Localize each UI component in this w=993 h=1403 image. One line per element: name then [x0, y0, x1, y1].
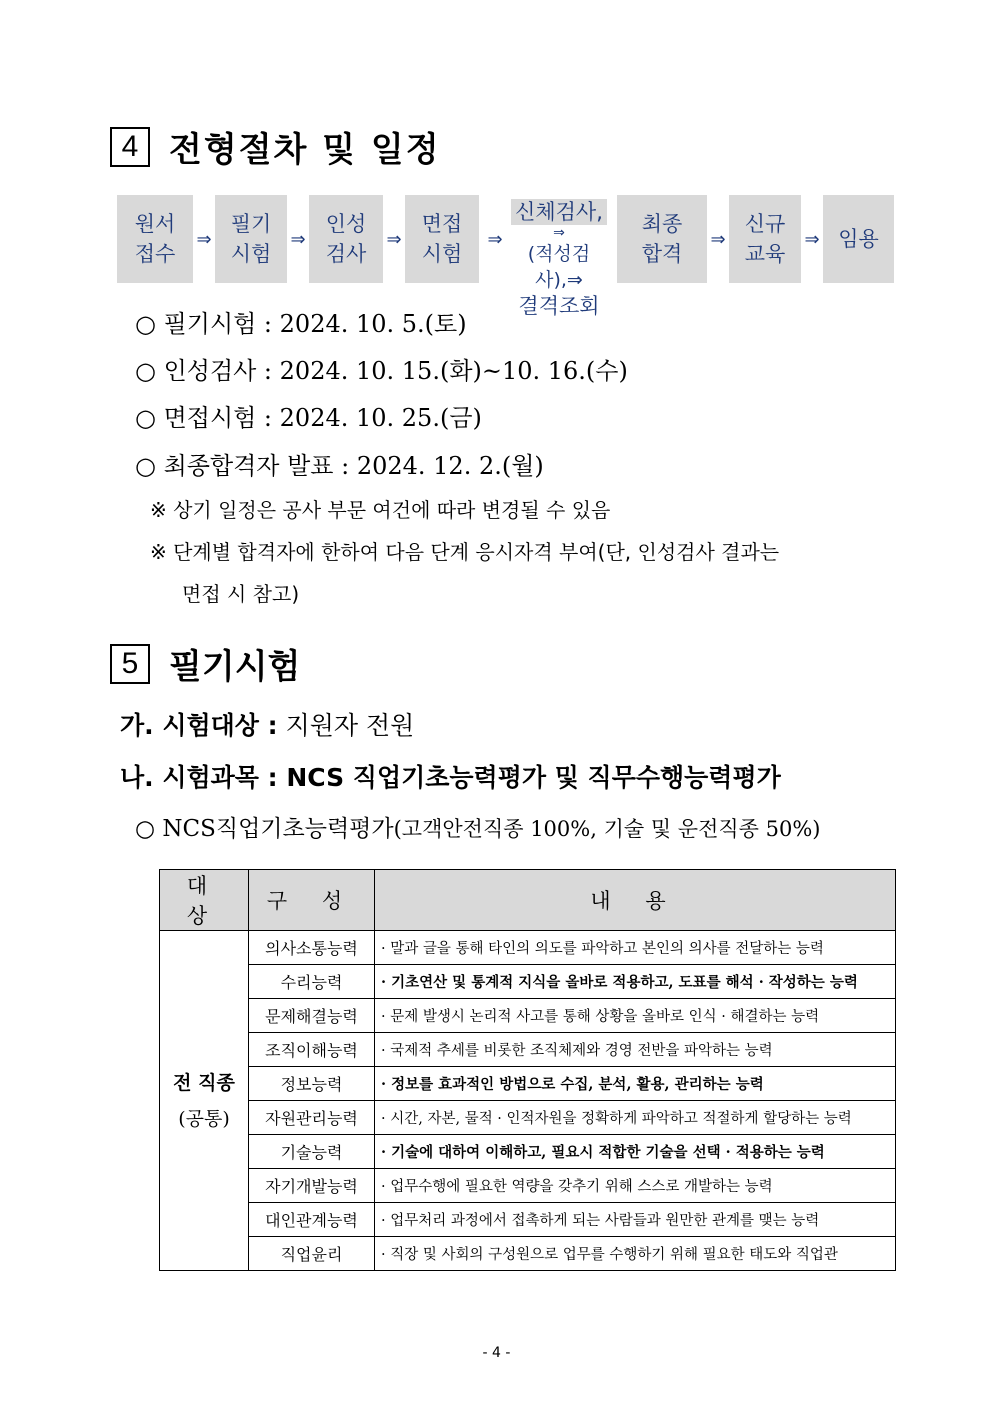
flow-step-text: 임용 [838, 227, 879, 251]
flow-step-text: 원서 [134, 212, 176, 236]
category-cell: 조직이해능력 [249, 1033, 375, 1067]
category-cell: 자기개발능력 [249, 1169, 375, 1203]
flow-arrow-icon: ⇒ [290, 228, 306, 250]
schedule-item: ○ 인성검사 : 2024. 10. 15.(화)~10. 16.(수) [135, 357, 628, 385]
category-cell: 자원관리능력 [249, 1101, 375, 1135]
flow-step-text: 최종 [641, 212, 683, 236]
table-row [160, 1203, 896, 1237]
flow-step-text: 시험 [421, 242, 463, 266]
flow-step-text: 교육 [744, 242, 786, 266]
category-cell: 대인관계능력 [249, 1203, 375, 1237]
competency-table [159, 869, 896, 1271]
ncs-line-paren: (고객안전직종 100%, 기술 및 운전직종 50%) [393, 817, 821, 841]
description-cell: · 기술에 대하여 이해하고, 필요시 적합한 기술을 선택 · 적용하는 능력 [375, 1135, 896, 1169]
flow-step-text: 검사 [325, 242, 367, 266]
description-cell: · 시간, 자본, 물적 · 인적자원을 정확하게 파악하고 적절하게 할당하는 능력 [375, 1101, 896, 1135]
section-4-heading [110, 122, 441, 171]
exam-target-value: 지원자 전원 [277, 711, 415, 740]
flow-step-text: 신규 [744, 212, 786, 236]
header-composition: 구 성 [249, 870, 375, 931]
section-number-box: 5 [110, 644, 150, 684]
header-content: 내 용 [375, 870, 896, 931]
flow-step-text: 신체검사, [511, 199, 607, 225]
note-item: ※ 단계별 합격자에 한하여 다음 단계 응시자격 부여(단, 인성검사 결과는 [150, 540, 780, 564]
flow-step-text: 필기 [230, 212, 272, 236]
category-cell: 정보능력 [249, 1067, 375, 1101]
flow-step-text: 시험 [230, 242, 272, 266]
flow-step-text: 결격조회 [518, 294, 600, 318]
note-item: ※ 상기 일정은 공사 부문 여건에 따라 변경될 수 있음 [150, 498, 611, 522]
flow-arrow-icon: ⇒ [553, 225, 565, 241]
category-cell: 문제해결능력 [249, 999, 375, 1033]
table-row [160, 1237, 896, 1271]
table-row [160, 965, 896, 999]
flow-step-text: 합격 [641, 242, 683, 266]
section-5-heading [110, 639, 300, 688]
exam-target-label: 가. 시험대상 : [120, 711, 278, 740]
flow-arrow-icon: ⇒ [386, 228, 402, 250]
table-row [160, 1033, 896, 1067]
flow-step-appointment [823, 195, 894, 283]
flow-step-written-exam [215, 195, 287, 283]
exam-target-line [120, 706, 414, 742]
schedule-item: ○ 면접시험 : 2024. 10. 25.(금) [135, 404, 482, 432]
table-row [160, 931, 896, 965]
table-header-row [160, 870, 896, 931]
description-cell: · 정보를 효과적인 방법으로 수집, 분석, 활용, 관리하는 능력 [375, 1067, 896, 1101]
process-flow [117, 195, 894, 318]
category-cell: 기술능력 [249, 1135, 375, 1169]
description-cell: · 문제 발생시 논리적 사고를 통해 상황을 올바로 인식 · 해결하는 능력 [375, 999, 896, 1033]
flow-step-text: 접수 [134, 242, 176, 266]
target-line: 전 직종 [173, 1071, 235, 1094]
ncs-line-main: ○ NCS직업기초능력평가 [135, 816, 394, 842]
flow-step-new-training [729, 195, 801, 283]
note-item: 면접 시 참고) [182, 582, 300, 606]
table-row [160, 1135, 896, 1169]
target-cell [160, 931, 249, 1271]
flow-step-interview [405, 195, 479, 283]
exam-subject-label: 나. 시험과목 : NCS 직업기초능력평가 및 직무수행능력평가 [120, 763, 781, 792]
description-cell: · 직장 및 사회의 구성원으로 업무를 수행하기 위해 필요한 태도와 직업관 [375, 1237, 896, 1271]
flow-arrow-icon: ⇒ [710, 228, 726, 250]
schedule-item: ○ 필기시험 : 2024. 10. 5.(토) [135, 310, 467, 338]
flow-step-text: 인성 [325, 212, 367, 236]
description-cell: · 업무수행에 필요한 역량을 갖추기 위해 스스로 개발하는 능력 [375, 1169, 896, 1203]
header-target: 대 상 [160, 870, 249, 931]
exam-subject-line [120, 758, 781, 794]
flow-step-text: (적성검사),⇒ [527, 243, 591, 291]
flow-step-application [117, 195, 193, 283]
description-cell: · 업무처리 과정에서 접촉하게 되는 사람들과 원만한 관계를 맺는 능력 [375, 1203, 896, 1237]
ncs-line [135, 810, 820, 843]
flow-step-personality-test [309, 195, 383, 283]
page-number: - 4 - [482, 1345, 511, 1361]
table-row [160, 1067, 896, 1101]
flow-arrow-icon: ⇒ [196, 228, 212, 250]
flow-step-text: 면접 [421, 212, 463, 236]
description-cell: · 국제적 추세를 비롯한 조직체제와 경영 전반을 파악하는 능력 [375, 1033, 896, 1067]
flow-step-physical-exam [511, 195, 607, 318]
table-row [160, 1169, 896, 1203]
section-number-box: 4 [110, 127, 150, 167]
category-cell: 수리능력 [249, 965, 375, 999]
schedule-item: ○ 최종합격자 발표 : 2024. 12. 2.(월) [135, 452, 544, 480]
section-title: 전형절차 및 일정 [169, 130, 441, 170]
description-cell: · 기초연산 및 통계적 지식을 올바로 적용하고, 도표를 해석 · 작성하는 능력 [375, 965, 896, 999]
section-title: 필기시험 [169, 647, 301, 687]
table-row [160, 999, 896, 1033]
category-cell: 의사소통능력 [249, 931, 375, 965]
table-row [160, 1101, 896, 1135]
flow-arrow-icon: ⇒ [804, 228, 820, 250]
category-cell: 직업윤리 [249, 1237, 375, 1271]
flow-arrow-icon: ⇒ [487, 228, 503, 250]
description-cell: · 말과 글을 통해 타인의 의도를 파악하고 본인의 의사를 전달하는 능력 [375, 931, 896, 965]
flow-step-final-pass [617, 195, 707, 283]
target-line: (공통) [178, 1107, 230, 1130]
